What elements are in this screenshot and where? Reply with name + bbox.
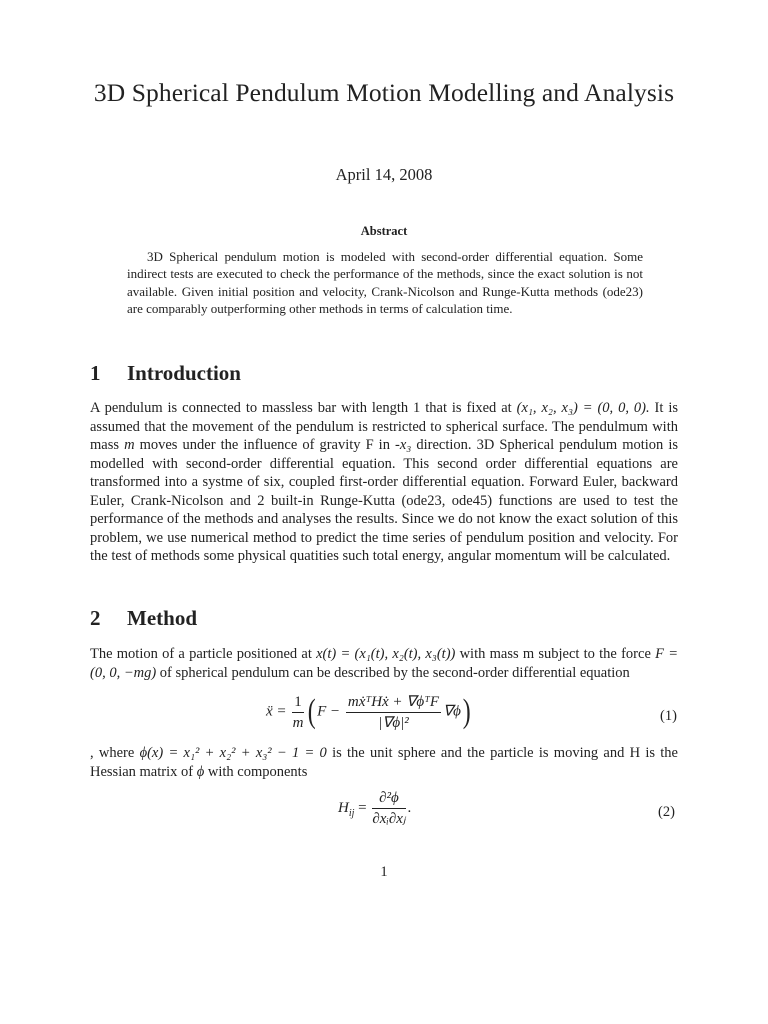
equation-2 [338, 790, 411, 827]
text-run: direction. 3D Spherical pendulum motion is modelled with second-order differential equation. This second order differential equations are transformed into a systme of six, coupled first-order differential equation. Forward Euler, backward Euler, Crank-Nicolson and 2 built-in Runge-Kutta (ode23, ode45) functions are used to test the performance of the methods and analyses the results. Since we do not know the exact solution of this problem, we use numerical method to predict the time series of pendulum position and velocity. For the test of methods some physical quatities such total energy, angular momentum will be calculated. [90, 437, 679, 564]
abstract-heading: Abstract [360, 224, 408, 238]
equation-lhs: ẍ = [266, 703, 291, 720]
text-run: with components [204, 763, 308, 780]
equation-lhs: H [338, 799, 349, 816]
inline-math: x(t) = (x₁(t), x₂(t), x₃(t)) [316, 646, 456, 662]
right-paren: ) [462, 693, 471, 730]
fraction-numerator: ∂²ϕ [372, 790, 405, 809]
fraction-denominator: ∂xᵢ∂xⱼ [372, 811, 406, 827]
equation-term: F − [317, 703, 344, 720]
section-heading-method [90, 606, 197, 631]
fraction [292, 694, 304, 731]
introduction-paragraph [90, 399, 678, 566]
inline-math: ϕ [196, 763, 205, 780]
method-paragraph-2 [90, 744, 678, 781]
fraction-numerator: 1 [292, 694, 304, 713]
equation-equals: = [354, 799, 371, 816]
section-title: Introduction [127, 361, 241, 385]
equation-number-2: (2) [658, 804, 675, 820]
text-run: moves under the influence of gravity F in - [134, 437, 400, 453]
section-number: 1 [90, 361, 101, 385]
section-heading-introduction [90, 361, 241, 386]
fraction-denominator: |∇ϕ|² [378, 714, 409, 731]
inline-math: m [124, 437, 135, 453]
equation-term: ∇ϕ [443, 703, 461, 720]
text-run: , where [90, 745, 140, 761]
left-paren: ( [307, 693, 316, 730]
fraction-numerator: mẋᵀHẋ + ∇ϕᵀF [346, 694, 441, 713]
section-number: 2 [90, 606, 101, 630]
inline-math: x₃ [399, 437, 412, 453]
fraction [372, 790, 405, 827]
inline-math: (x₁, x₂, x₃) = (0, 0, 0). [516, 400, 650, 416]
text-run: is the unit sphere and the particle is moving and H is the Hessian matrix of [90, 745, 678, 780]
text-run: of spherical pendulum can be described by the second-order differential equation [156, 664, 630, 681]
text-run: A pendulum is connected to massless bar with length 1 that is fixed at [90, 400, 517, 416]
page-number: 1 [380, 864, 388, 880]
text-run: It is assumed that the movement of the pendulum is restricted to spherical surface. The pendulmum with mass [90, 400, 679, 453]
method-paragraph-1 [90, 645, 678, 682]
equation-subscript: ij [348, 807, 355, 819]
inline-math: ϕ(x) = x₁² + x₂² + x₃² − 1 = 0 [139, 745, 327, 761]
fraction-denominator: m [292, 714, 304, 731]
section-title: Method [127, 606, 197, 630]
paper-title: 3D Spherical Pendulum Motion Modelling and Analysis [93, 78, 675, 107]
equation-number-1: (1) [660, 708, 677, 724]
paper-date: April 14, 2008 [335, 165, 433, 184]
inline-math: F = (0, 0, −mg) [90, 646, 678, 681]
equation-1 [266, 693, 472, 731]
abstract-body: 3D Spherical pendulum motion is modeled with second-order differential equation. Some indirect tests are executed to check the performance of the methods, since the exact solution is not available. Given initial position and velocity, Crank-Nicolson and Runge-Kutta methods (ode23) are comparably outperforming other methods in terms of calculation time. [127, 249, 643, 317]
fraction [346, 694, 441, 731]
text-run: with mass m subject to the force [455, 646, 656, 662]
text-run: The motion of a particle positioned at [90, 646, 317, 662]
equation-term: . [407, 799, 412, 816]
